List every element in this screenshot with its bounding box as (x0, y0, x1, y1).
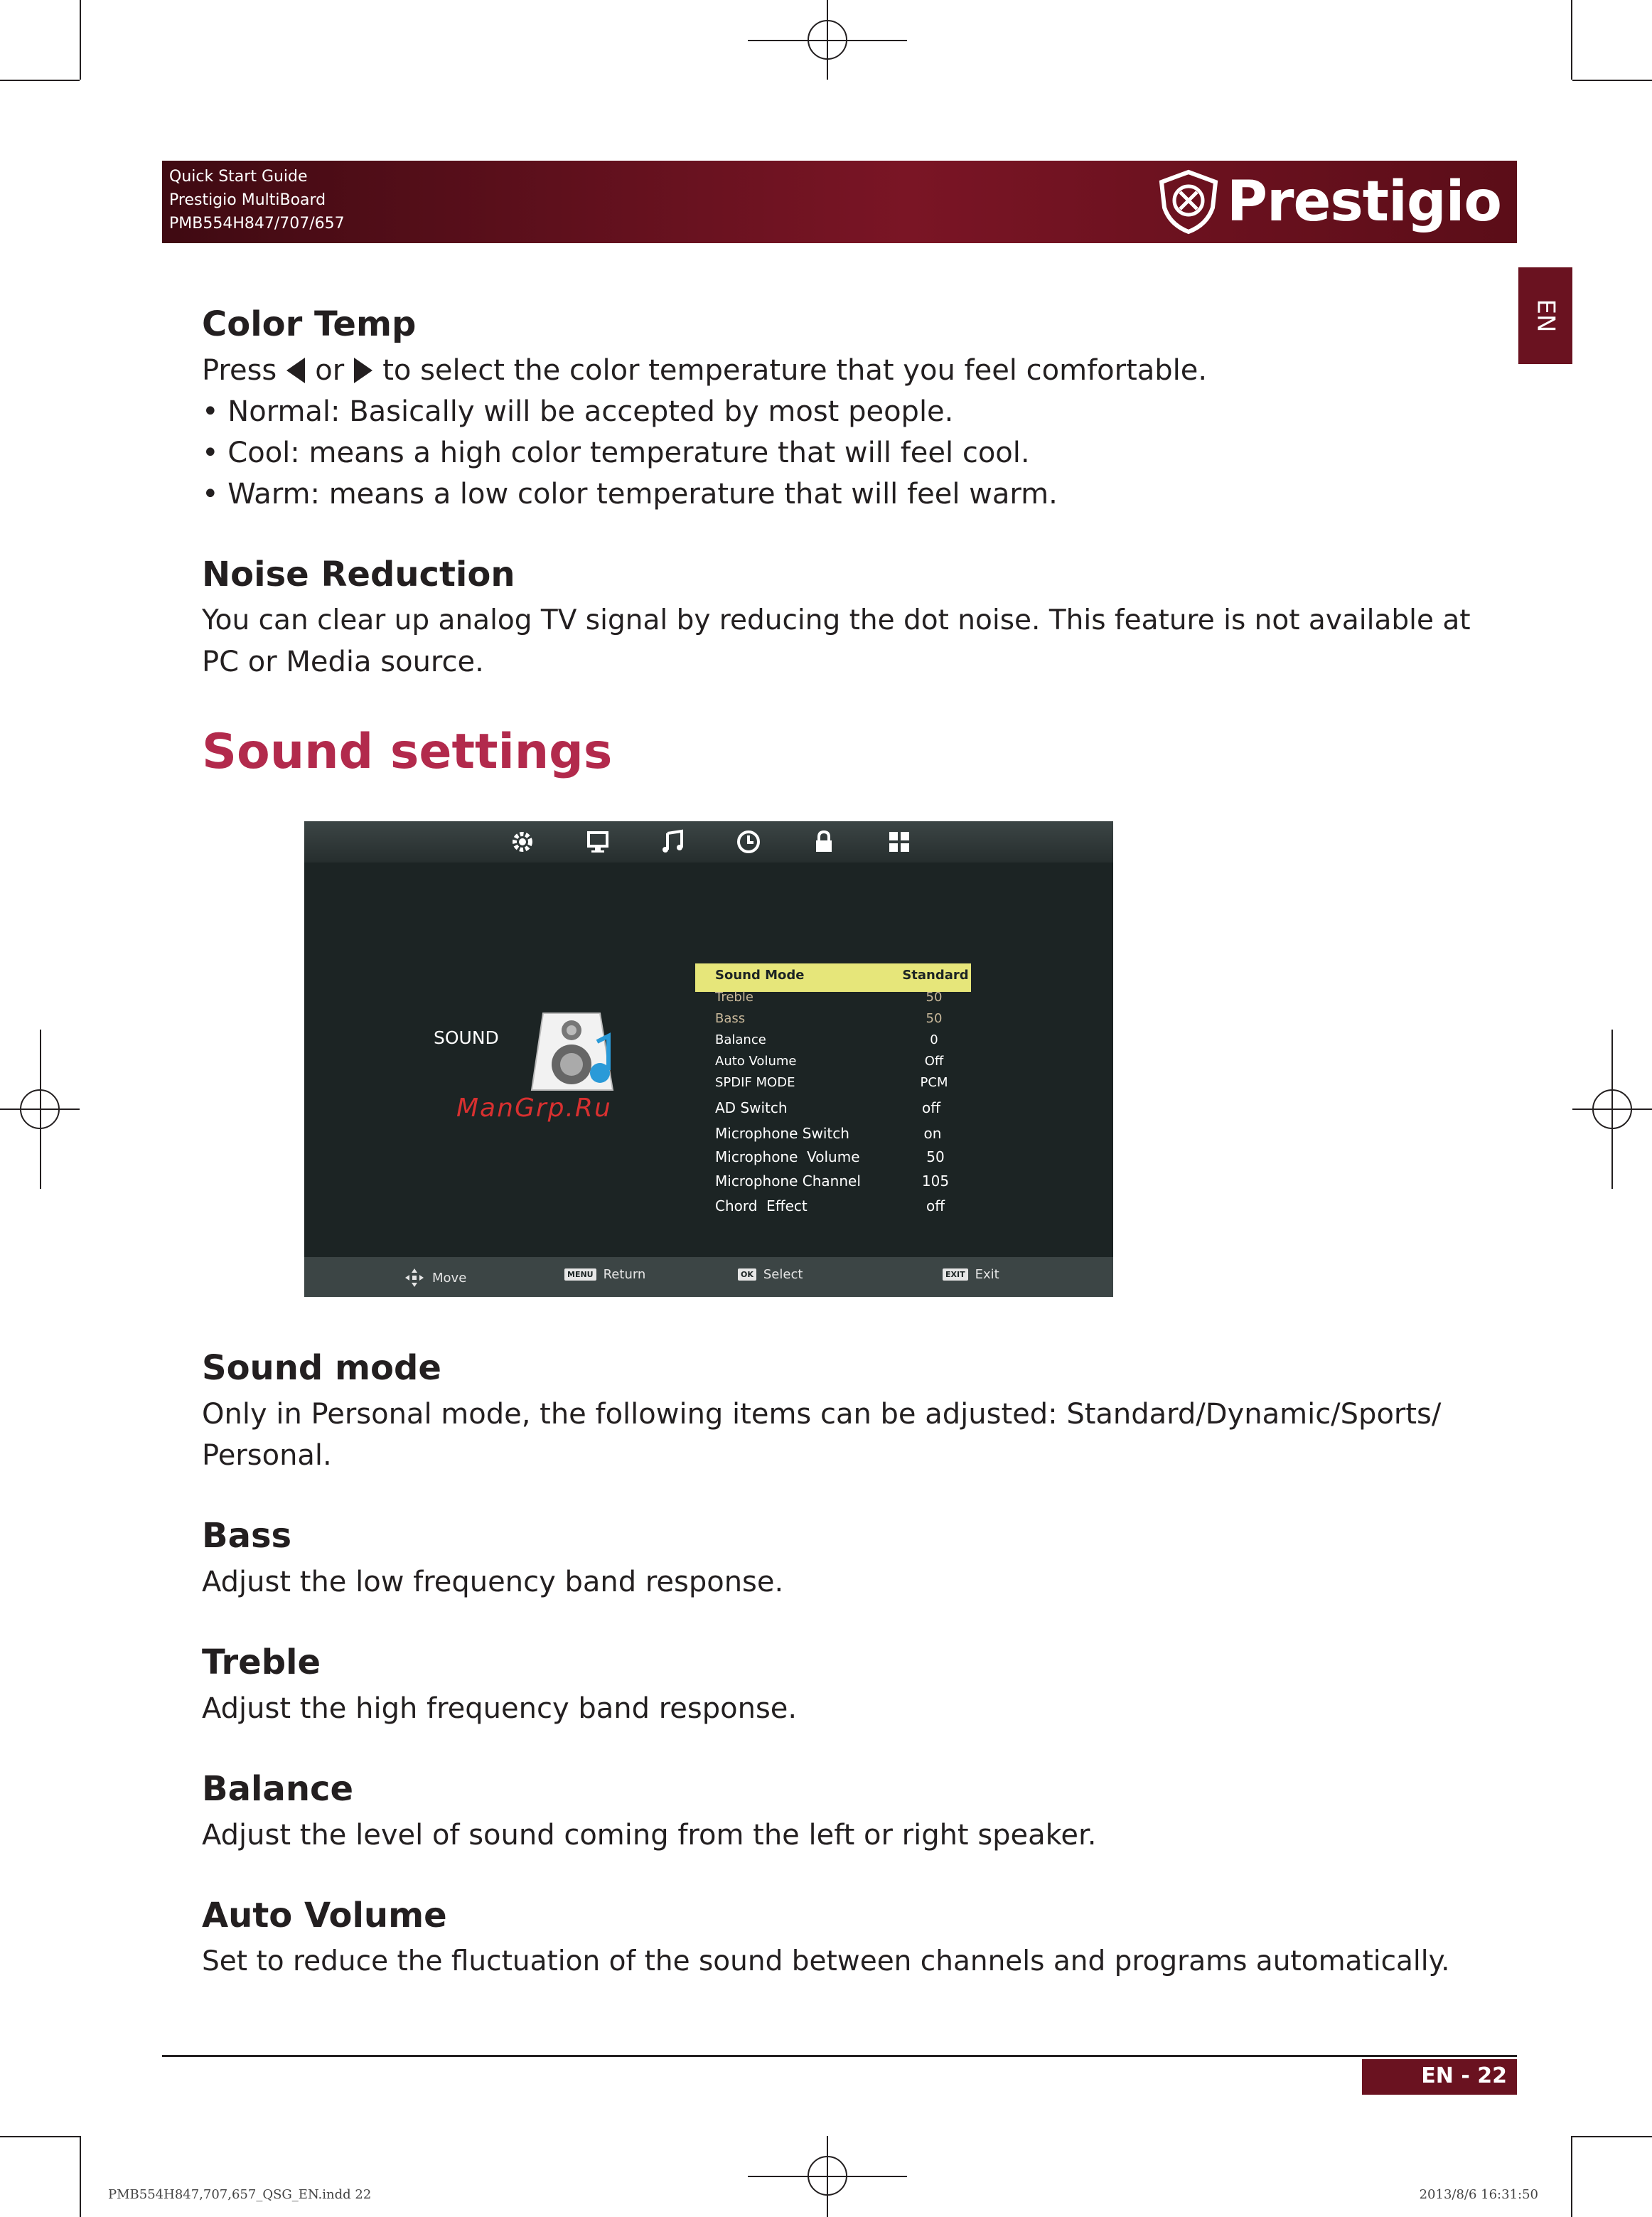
tv-menu-tab-bar (304, 821, 1113, 862)
tv-menu-row-label: Microphone Volume (715, 1148, 860, 1165)
page-number-box (1362, 2059, 1517, 2095)
color-temp-heading: Color Temp (202, 304, 417, 344)
tv-menu-row-value: off (921, 1099, 940, 1116)
color-temp-bullet-normal: • Normal: Basically will be accepted by most people. (202, 395, 954, 428)
tv-menu-row-value: Off (924, 1054, 944, 1069)
tv-menu-row-value: 105 (921, 1172, 950, 1190)
color-temp-or: or (315, 354, 345, 387)
tv-menu-row-label: Bass (715, 1011, 746, 1026)
tv-menu-row-value: PCM (920, 1075, 948, 1090)
tv-menu-row-sound-mode[interactable] (715, 968, 968, 983)
tv-sound-category-label: SOUND (434, 1027, 499, 1048)
grid-icon (886, 828, 913, 855)
tv-menu-row-auto-volume[interactable] (715, 1054, 968, 1069)
speaker-icon (522, 999, 628, 1099)
logo-wordmark: Prestigio (1226, 170, 1501, 234)
sound-settings-title: Sound settings (202, 724, 613, 780)
music-icon (660, 828, 687, 855)
tv-menu-row-value: off (926, 1197, 945, 1214)
print-slug-filename: PMB554H847,707,657_QSG_EN.indd 22 (108, 2187, 372, 2202)
exit-key-icon: EXIT (943, 1268, 968, 1281)
tv-menu-row-label: Treble (715, 990, 753, 1005)
tv-footer-exit-label: Exit (975, 1267, 999, 1282)
tv-footer-select (738, 1267, 803, 1282)
tv-menu-row-label: Sound Mode (715, 968, 805, 983)
tv-footer-return-label: Return (603, 1267, 646, 1282)
tv-footer-return (564, 1267, 645, 1282)
tv-menu-row-label: SPDIF MODE (715, 1075, 795, 1090)
sound-mode-text-line2: Personal. (202, 1439, 332, 1472)
tv-menu-row-microphone-volume[interactable] (715, 1148, 968, 1165)
bass-text: Adjust the low frequency band response. (202, 1566, 784, 1598)
tv-menu-row-label: Auto Volume (715, 1054, 797, 1069)
header-guide-title: Quick Start Guide (169, 168, 308, 186)
language-tab-label: EN (1530, 299, 1560, 333)
auto-volume-heading: Auto Volume (202, 1896, 447, 1935)
tv-footer-select-label: Select (763, 1267, 803, 1282)
tv-sound-menu-screenshot (304, 821, 1113, 1297)
tv-menu-row-label: Microphone Channel (715, 1172, 861, 1190)
left-arrow-icon (284, 356, 308, 385)
tv-menu-row-label: Microphone Switch (715, 1125, 849, 1142)
ok-key-icon: OK (738, 1268, 756, 1281)
balance-heading: Balance (202, 1769, 353, 1809)
color-temp-intro-rest: to select the color temperature that you feel comfortable. (382, 354, 1208, 387)
header-banner (162, 161, 1517, 243)
balance-text: Adjust the level of sound coming from the left or right speaker. (202, 1819, 1097, 1852)
right-arrow-icon (351, 356, 375, 385)
tv-menu-row-balance[interactable] (715, 1032, 968, 1047)
header-model-number: PMB554H847/707/657 (169, 215, 345, 233)
move-arrows-icon (404, 1267, 425, 1288)
tv-footer-exit (943, 1267, 999, 1282)
tv-footer-move-label: Move (432, 1270, 467, 1286)
watermark-text: ManGrp.Ru (456, 1094, 612, 1123)
treble-text: Adjust the high frequency band response. (202, 1692, 798, 1725)
shield-logo-icon (1156, 169, 1221, 235)
tv-menu-row-ad-switch[interactable] (715, 1099, 968, 1116)
tv-menu-row-treble[interactable] (715, 990, 968, 1005)
menu-key-icon: MENU (564, 1268, 596, 1281)
auto-volume-text: Set to reduce the fluctuation of the sound between channels and programs automatically. (202, 1945, 1450, 1977)
tv-menu-row-label: AD Switch (715, 1099, 788, 1116)
tv-menu-row-spdif-mode[interactable] (715, 1075, 968, 1090)
color-temp-intro (202, 350, 1207, 391)
tv-menu-footer (304, 1257, 1113, 1297)
tv-menu-row-value: 50 (926, 990, 943, 1005)
page-number: EN - 22 (1421, 2063, 1507, 2088)
clock-icon (735, 828, 762, 855)
bass-heading: Bass (202, 1516, 292, 1556)
color-temp-press: Press (202, 354, 277, 387)
language-tab (1518, 267, 1572, 364)
footer-rule (162, 2055, 1517, 2057)
print-slug-timestamp: 2013/8/6 16:31:50 (1419, 2187, 1538, 2202)
color-temp-bullet-warm: • Warm: means a low color temperature that will feel warm. (202, 478, 1058, 511)
color-temp-bullet-cool: • Cool: means a high color temperature that will feel cool. (202, 437, 1030, 469)
tv-menu-row-value: 0 (930, 1032, 938, 1047)
tv-menu-row-bass[interactable] (715, 1011, 968, 1026)
lock-icon (810, 828, 837, 855)
sound-mode-text-line1: Only in Personal mode, the following items can be adjusted: Standard/Dynamic/Sports/ (202, 1398, 1442, 1431)
sound-mode-heading: Sound mode (202, 1348, 441, 1388)
tv-menu-row-chord-effect[interactable] (715, 1197, 968, 1214)
tv-menu-row-microphone-channel[interactable] (715, 1172, 968, 1190)
prestigio-logo (1156, 169, 1501, 235)
gear-icon (509, 828, 536, 855)
tv-menu-row-microphone-switch[interactable] (715, 1125, 968, 1142)
noise-reduction-heading: Noise Reduction (202, 555, 515, 594)
monitor-icon (584, 828, 611, 855)
header-product-name: Prestigio MultiBoard (169, 191, 326, 209)
treble-heading: Treble (202, 1642, 321, 1682)
tv-menu-row-value: 50 (926, 1011, 943, 1026)
tv-menu-row-value: on (923, 1125, 942, 1142)
tv-menu-row-value: 50 (926, 1148, 945, 1165)
tv-footer-move (404, 1267, 466, 1288)
tv-menu-row-label: Balance (715, 1032, 766, 1047)
noise-reduction-text-line2: PC or Media source. (202, 646, 484, 678)
tv-menu-row-label: Chord Effect (715, 1197, 808, 1214)
noise-reduction-text-line1: You can clear up analog TV signal by reducing the dot noise. This feature is not available at (202, 604, 1471, 636)
tv-menu-row-value: Standard (902, 968, 969, 983)
